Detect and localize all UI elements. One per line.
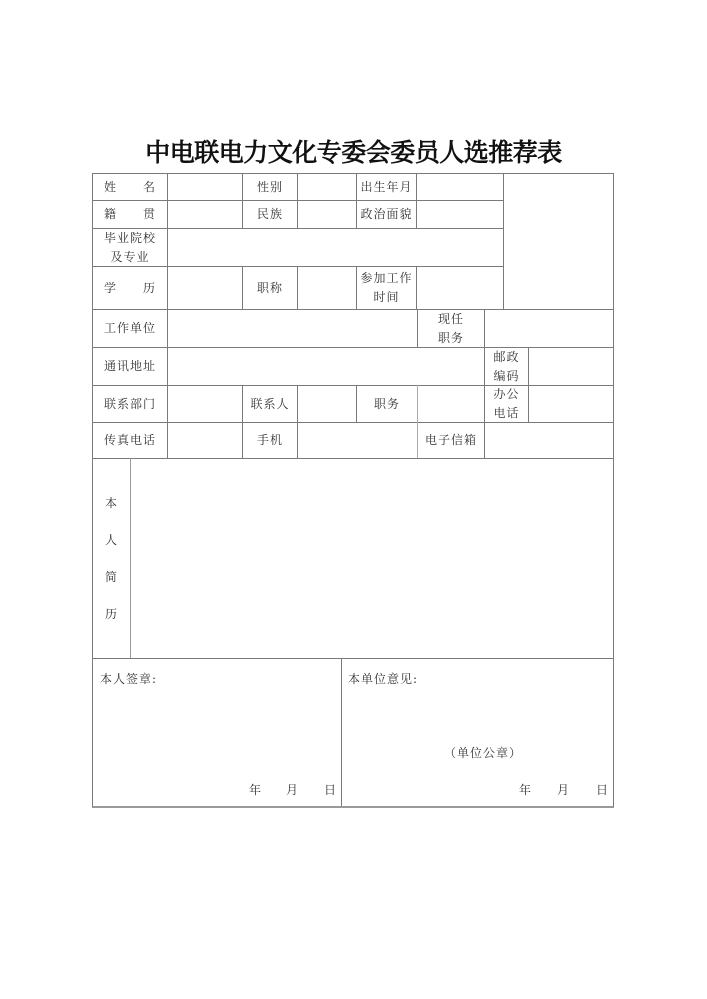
label-native-place: 籍 贯 bbox=[103, 207, 156, 221]
resume-field[interactable] bbox=[131, 459, 613, 658]
signature-date-month: 月 bbox=[286, 783, 300, 797]
postcode-field[interactable] bbox=[529, 348, 613, 385]
birth-field[interactable] bbox=[417, 174, 503, 200]
label-resume-char: 人 bbox=[104, 532, 118, 547]
label-school-major-line2: 及专业 bbox=[110, 249, 150, 264]
email-field[interactable] bbox=[485, 423, 613, 458]
label-work-start-line2: 时间 bbox=[373, 290, 400, 304]
gender-field[interactable] bbox=[298, 174, 356, 200]
label-office-phone-line2: 电话 bbox=[493, 406, 520, 420]
name-field[interactable] bbox=[168, 174, 242, 200]
mobile-field[interactable] bbox=[298, 423, 417, 458]
label-email: 电子信箱 bbox=[424, 433, 477, 447]
work-start-field[interactable] bbox=[417, 267, 503, 309]
label-current-post-line1: 现任 bbox=[437, 311, 464, 326]
label-postcode-line1: 邮政 bbox=[493, 349, 520, 364]
unit-date-day: 日 bbox=[596, 783, 610, 797]
current-post-field[interactable] bbox=[485, 310, 613, 347]
label-office-phone bbox=[485, 386, 528, 422]
address-field[interactable] bbox=[168, 348, 484, 385]
label-unit-seal: （单位公章） bbox=[444, 746, 523, 760]
signature-date-day: 日 bbox=[324, 783, 338, 797]
unit-date-month: 月 bbox=[557, 783, 571, 797]
signature-date-year: 年 bbox=[249, 783, 263, 797]
label-signature: 本人签章: bbox=[100, 672, 158, 686]
photo-field[interactable] bbox=[504, 174, 613, 309]
label-address: 通讯地址 bbox=[103, 359, 156, 373]
fax-field[interactable] bbox=[168, 423, 242, 458]
signature-area[interactable] bbox=[93, 659, 341, 806]
label-political-status: 政治面貌 bbox=[360, 207, 413, 221]
contact-person-field[interactable] bbox=[298, 386, 356, 422]
label-contact-person: 联系人 bbox=[250, 396, 290, 411]
label-work-start-line1: 参加工作 bbox=[360, 271, 413, 285]
label-resume bbox=[93, 459, 130, 658]
label-postcode-line2: 编码 bbox=[493, 368, 520, 383]
label-current-post bbox=[418, 310, 484, 347]
position-field[interactable] bbox=[418, 386, 484, 422]
label-current-post-line2: 职务 bbox=[437, 330, 464, 345]
label-resume-char: 历 bbox=[104, 606, 118, 621]
label-office-phone-line1: 办公 bbox=[493, 387, 520, 401]
education-field[interactable] bbox=[168, 267, 242, 309]
label-mobile: 手机 bbox=[256, 433, 283, 447]
employer-field[interactable] bbox=[168, 310, 417, 347]
school-major-field[interactable] bbox=[168, 229, 503, 266]
office-phone-field[interactable] bbox=[529, 386, 613, 422]
label-contact-dept: 联系部门 bbox=[103, 396, 156, 411]
label-unit-opinion: 本单位意见: bbox=[348, 672, 419, 686]
native-place-field[interactable] bbox=[168, 201, 242, 228]
label-position: 职务 bbox=[373, 396, 400, 411]
label-fax: 传真电话 bbox=[103, 433, 156, 447]
label-title-rank: 职称 bbox=[256, 280, 283, 295]
label-resume-char: 本 bbox=[104, 495, 118, 510]
label-employer: 工作单位 bbox=[103, 321, 156, 335]
label-school-major bbox=[93, 229, 167, 266]
political-status-field[interactable] bbox=[417, 201, 503, 228]
form-title: 中电联电力文化专委会委员人选推荐表 bbox=[145, 138, 562, 167]
unit-date-year: 年 bbox=[519, 783, 533, 797]
label-birth: 出生年月 bbox=[360, 179, 413, 194]
label-name: 姓 名 bbox=[103, 179, 156, 194]
label-gender: 性别 bbox=[256, 179, 283, 194]
table-border-right bbox=[613, 173, 614, 807]
label-education: 学 历 bbox=[103, 280, 156, 295]
table-border-bottom bbox=[92, 806, 614, 808]
contact-dept-field[interactable] bbox=[168, 386, 242, 422]
ethnicity-field[interactable] bbox=[298, 201, 356, 228]
label-resume-char: 简 bbox=[104, 569, 118, 584]
label-school-major-line1: 毕业院校 bbox=[103, 230, 156, 245]
label-ethnicity: 民族 bbox=[256, 207, 283, 221]
unit-opinion-area[interactable] bbox=[342, 659, 613, 806]
title-rank-field[interactable] bbox=[298, 267, 356, 309]
label-postcode bbox=[485, 348, 528, 385]
label-work-start bbox=[357, 267, 416, 309]
